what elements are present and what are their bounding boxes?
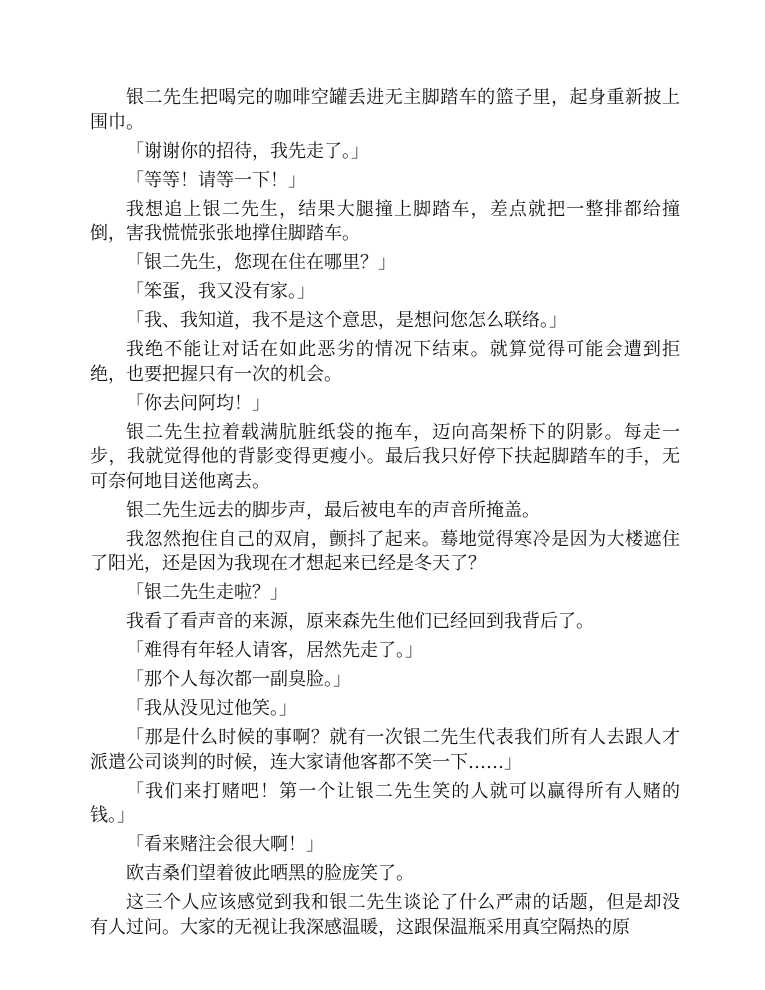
paragraph: 「那是什么时候的事啊？就有一次银二先生代表我们所有人去跟人才派遣公司谈判的时候，连大家请他客都不笑一下……」	[90, 727, 680, 773]
paragraph: 银二先生拉着载满肮脏纸袋的拖车，迈向高架桥下的阴影。每走一步，我就觉得他的背影变得更瘦小。最后我只好停下扶起脚踏车的手，无可奈何地目送他离去。	[90, 421, 680, 492]
paragraph: 欧吉桑们望着彼此晒黑的脸庞笑了。	[126, 863, 414, 884]
paragraph: 我看了看声音的来源，原来森先生他们已经回到我背后了。	[126, 611, 594, 632]
paragraph: 「我、我知道，我不是这个意思，是想问您怎么联络。」	[126, 310, 567, 331]
paragraph: 我绝不能让对话在如此恶劣的情况下结束。就算觉得可能会遭到拒绝，也要把握只有一次的机会。	[90, 339, 680, 385]
paragraph: 「那个人每次都一副臭脸。」	[126, 669, 351, 690]
paragraph: 「银二先生，您现在住在哪里？」	[126, 252, 396, 273]
paragraph: 我忽然抱住自己的双肩，颤抖了起来。蓦地觉得寒冷是因为大楼遮住了阳光，还是因为我现在才想起来已经是冬天了？	[90, 528, 680, 574]
paragraph: 「谢谢你的招待，我先走了。」	[126, 140, 369, 162]
paragraph: 「看来赌注会很大啊！」	[126, 834, 324, 855]
paragraph: 银二先生远去的脚步声，最后被电车的声音所掩盖。	[126, 499, 540, 521]
document-page	[90, 86, 680, 945]
paragraph: 「等等！请等一下！」	[126, 169, 306, 191]
paragraph: 银二先生把喝完的咖啡空罐丢进无主脚踏车的篮子里，起身重新披上围巾。	[90, 87, 680, 133]
paragraph: 这三个人应该感觉到我和银二先生谈论了什么严肃的话题，但是却没有人过问。大家的无视让我深感温暖，这跟保温瓶采用真空隔热的原	[90, 892, 680, 938]
paragraph: 「笨蛋，我又没有家。」	[126, 281, 315, 302]
paragraph: 「难得有年轻人请客，居然先走了。」	[126, 640, 423, 661]
paragraph: 「我们来打赌吧！第一个让银二先生笑的人就可以赢得所有人赌的钱。」	[90, 780, 680, 826]
paragraph: 「我从没见过他笑。」	[126, 698, 297, 719]
paragraph: 「你去问阿均！」	[126, 392, 270, 414]
paragraph: 「银二先生走啦？」	[126, 582, 288, 603]
paragraph: 我想追上银二先生，结果大腿撞上脚踏车，差点就把一整排都给撞倒，害我慌慌张张地撑住脚踏车。	[90, 198, 680, 244]
